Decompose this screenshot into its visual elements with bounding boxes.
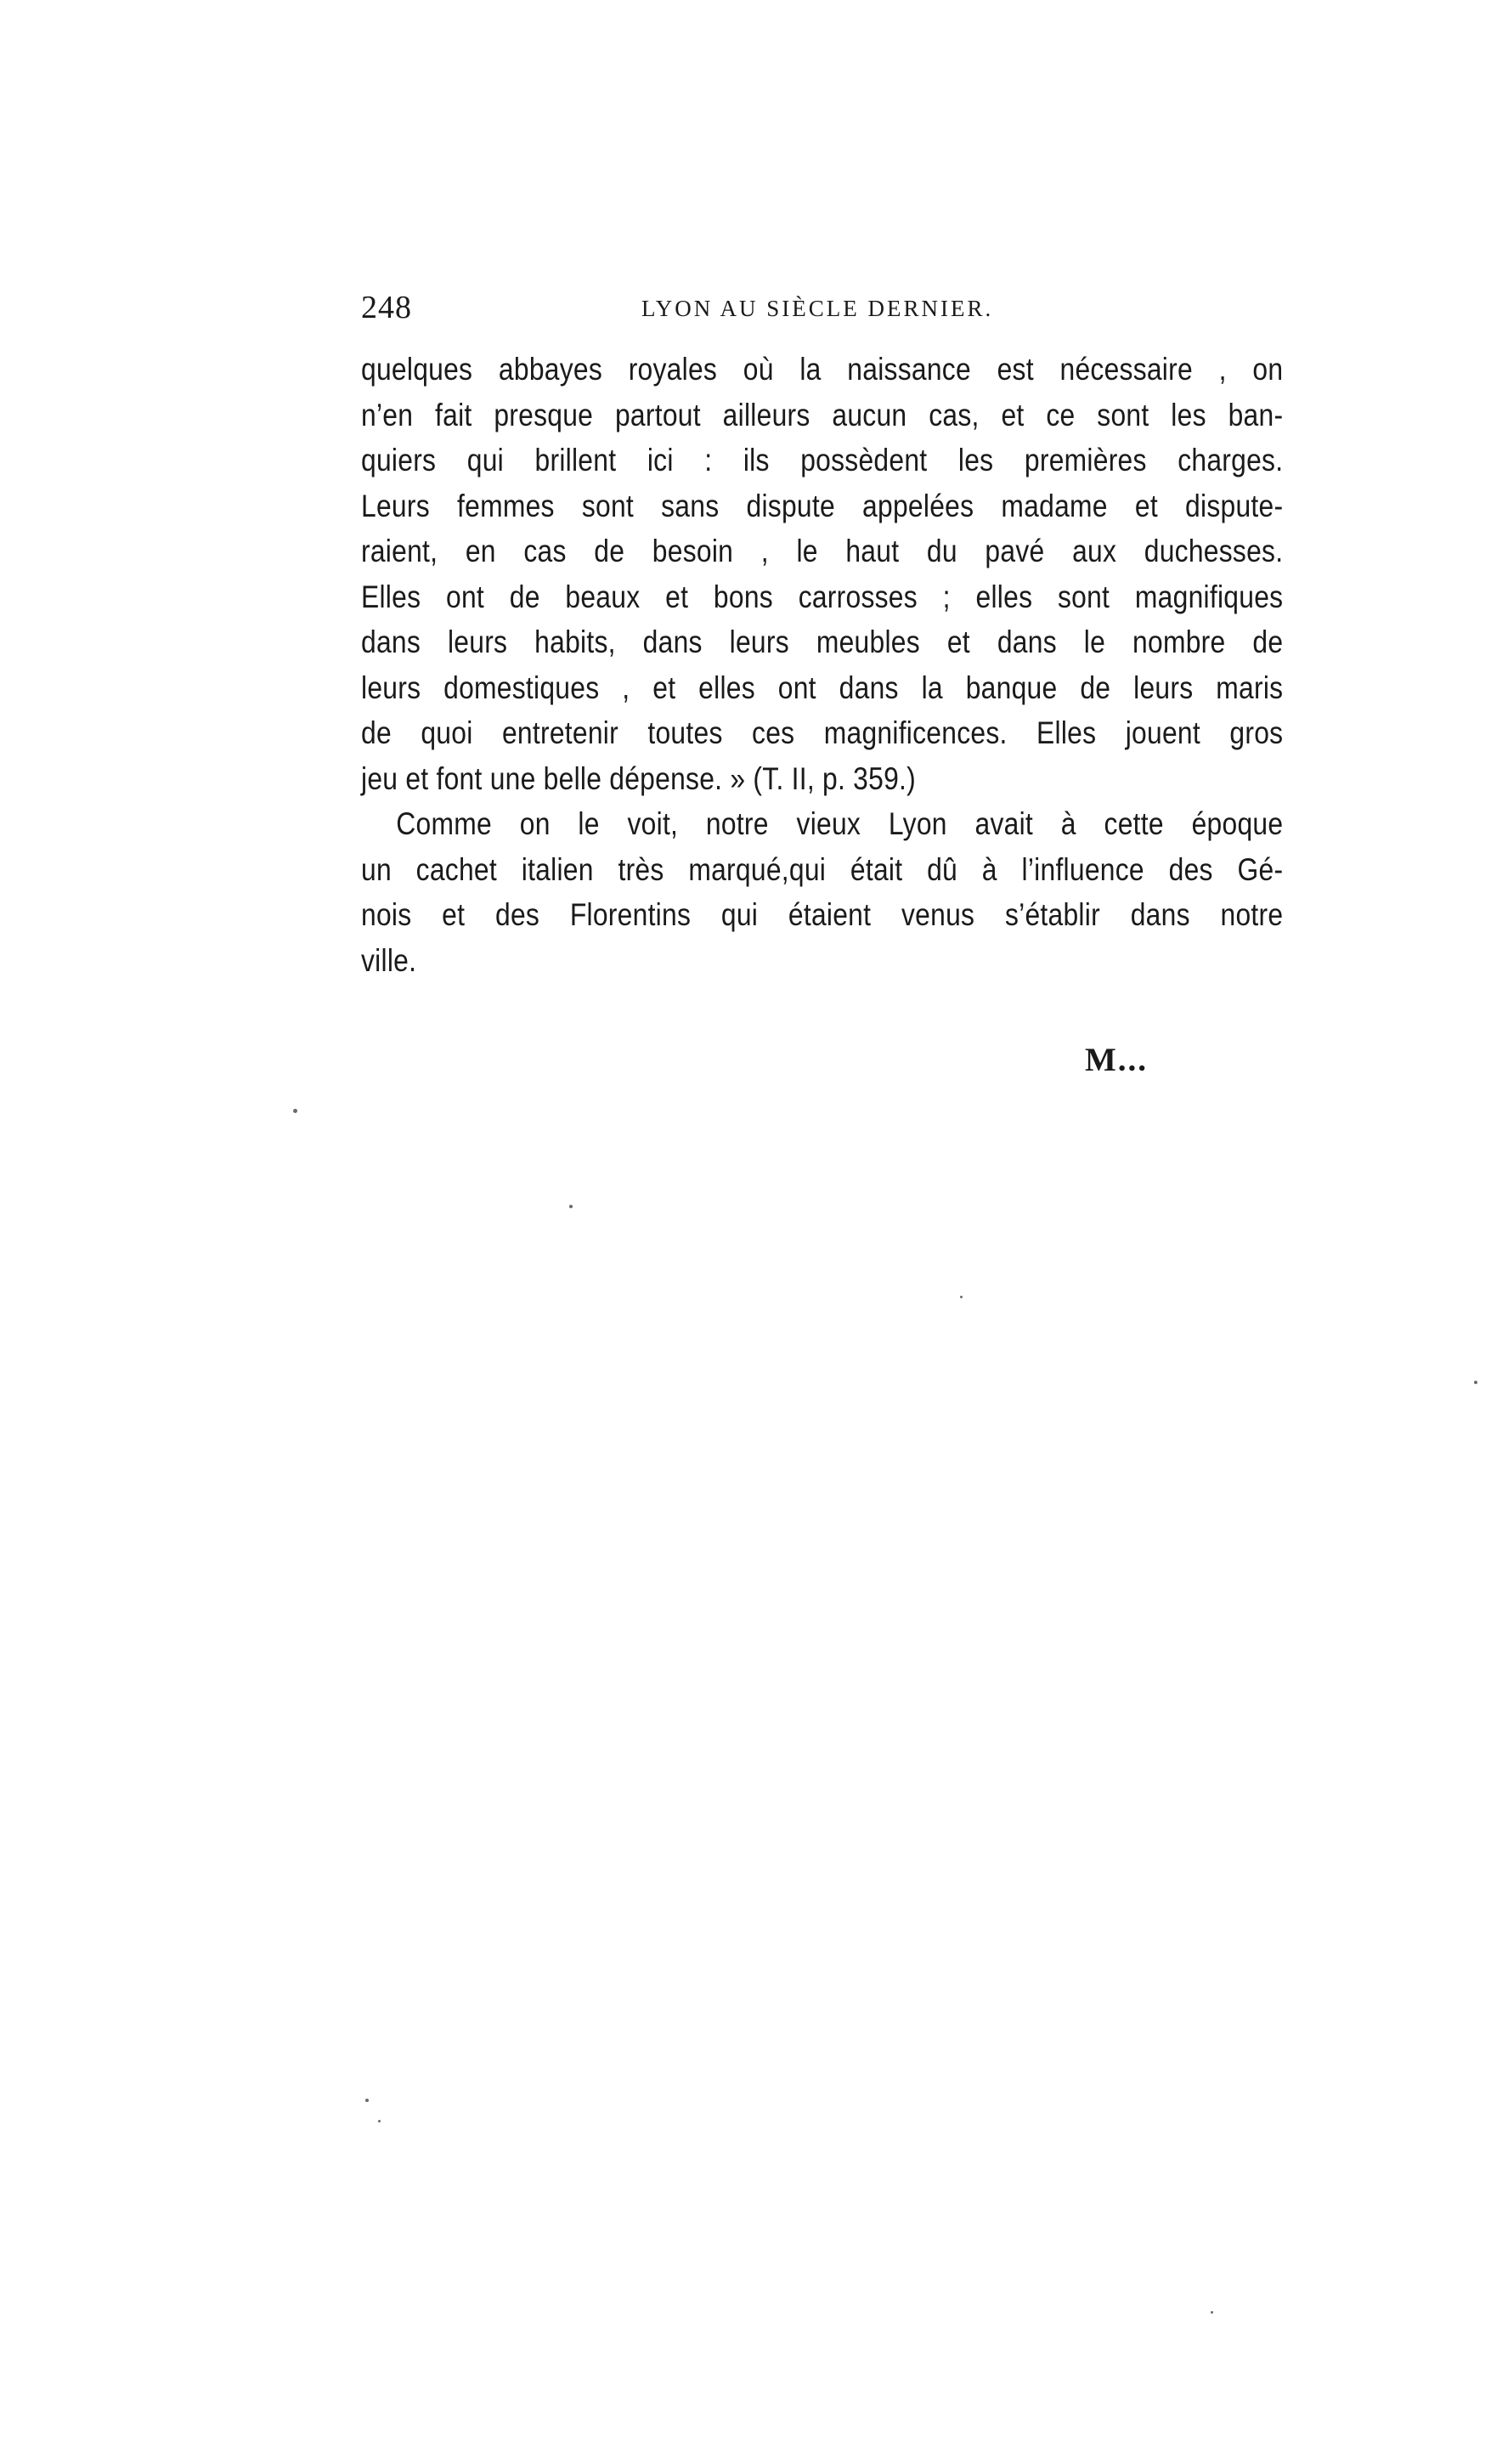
text-line: quiers qui brillent ici : ils possèdent les premières charges. [361, 443, 1284, 478]
print-speck [569, 1205, 573, 1208]
text-line: raient, en cas de besoin , le haut du pavé aux duchesses. [361, 534, 1284, 568]
text-line: Leurs femmes sont sans dispute appelées madame et dispute- [361, 488, 1284, 523]
print-speck [378, 2120, 381, 2122]
print-speck [365, 2099, 369, 2102]
text-line: dans leurs habits, dans leurs meubles et dans le nombre de [361, 624, 1284, 659]
print-speck [1211, 2311, 1213, 2314]
paragraph-first-line: Comme on le voit, notre vieux Lyon avait à cette époque [396, 806, 1284, 841]
text-line: jeu et font une belle dépense. » (T. II, p. 359.) [361, 760, 917, 796]
text-line: Elles ont de beaux et bons carrosses ; elles sont magnifiques [361, 579, 1284, 614]
print-speck [960, 1296, 963, 1298]
text-line: un cachet italien très marqué,qui était dû à l’influence des Gé- [361, 851, 1284, 887]
print-speck [293, 1109, 297, 1113]
text-line: n’en fait presque partout ailleurs aucun cas, et ce sont les ban- [361, 397, 1284, 432]
body-text [361, 347, 1283, 983]
page-number: 248 [361, 290, 412, 325]
author-signature: M... [1085, 1042, 1149, 1078]
text-line: nois et des Florentins qui étaient venus s’établir dans notre [361, 897, 1284, 932]
page-header [361, 289, 1283, 331]
text-line: leurs domestiques , et elles ont dans la banque de leurs maris [361, 670, 1284, 705]
text-line: quelques abbayes royales où la naissance est nécessaire , on [361, 352, 1284, 387]
running-head: LYON AU SIÈCLE DERNIER. [641, 296, 994, 321]
text-line: de quoi entretenir toutes ces magnificences. Elles jouent gros [361, 715, 1284, 750]
text-line: ville. [361, 942, 417, 978]
print-speck [1474, 1381, 1477, 1384]
